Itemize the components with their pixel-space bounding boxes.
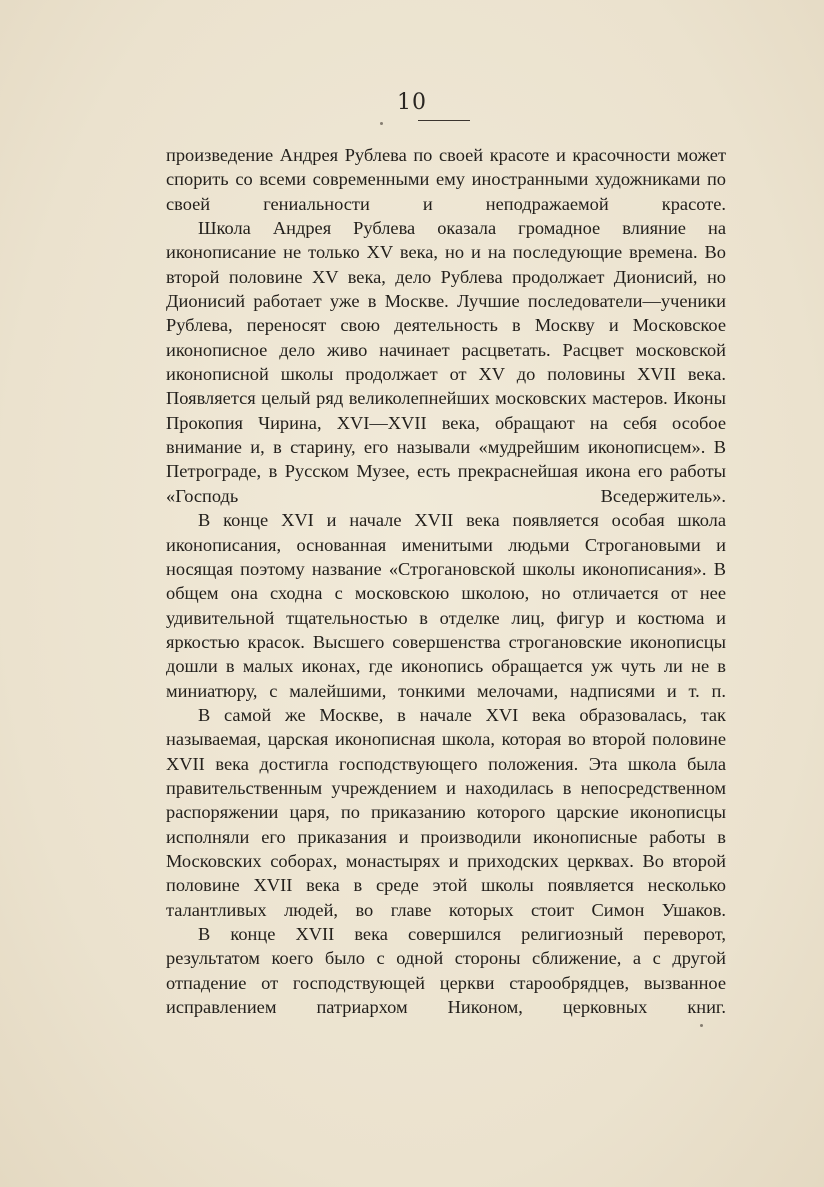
page-number: 10 bbox=[397, 90, 427, 115]
paragraph-5: В конце XVII века совершился религиозный переворот, результатом коего было с одной стороны сближение, а с другой отпадение от господствующей церкви старообрядцев, вызванное исправлением патриархом Никоном, церковных книг. bbox=[166, 924, 726, 1018]
header-rule bbox=[418, 120, 470, 121]
paragraph-4: В самой же Москве, в начале XVI века образовалась, так называемая, царская иконописная школа, которая во второй половине XVII века достигла господствующего положения. Эта школа была правительственным учреждением и находилась в непосредственном распоряжении царя, по приказанию которого царские иконописцы исполняли его приказания и производили иконописные работы в Московских соборах, монастырях и приходских церквах. Во второй половине XVII века в среде этой школы появляется несколько талантливых людей, во главе которых стоит Симон Ушаков. bbox=[166, 704, 726, 920]
print-speck bbox=[700, 1024, 703, 1027]
body-text bbox=[166, 143, 726, 1019]
paragraph-3: В конце XVI и начале XVII века появляется особая школа иконописания, основанная именитыми людьми Строгановыми и носящая поэтому название «Строгановской школы иконописания». В общем она сходна с московскою школою, но отличается от нее удивительной тщательностью в отделке лиц, фигур и костюма и яркостью красок. Высшего совершенства строгановские иконописцы дошли в малых иконах, где иконопись обращается уж чуть ли не в миниатюру, с малейшими, тонкими мелочами, надписями и т. п. bbox=[166, 510, 726, 701]
paragraph-1: произведение Андрея Рублева по своей красоте и красочности может спорить со всеми современными ему иностранными художниками по своей гениальности и неподражаемой красоте. bbox=[166, 145, 726, 214]
page-header bbox=[0, 90, 824, 115]
print-speck bbox=[380, 122, 383, 125]
paragraph-2: Школа Андрея Рублева оказала громадное влияние на иконописание не только XV века, но и на последующие времена. Во второй половине XV века, дело Рублева продолжает Дионисий, но Дионисий работает уже в Москве. Лучшие последователи—ученики Рублева, переносят свою деятельность в Москву и Московское иконописное дело живо начинает расцветать. Расцвет московской иконописной школы продолжает от XV до половины XVII века. Появляется целый ряд великолепнейших московских мастеров. Иконы Прокопия Чирина, XVI—XVII века, обращают на себя особое внимание и, в старину, его называли «мудрейшим иконописцем». В Петрограде, в Русском Музее, есть прекраснейшая икона его работы «Господь Вседержитель». bbox=[166, 218, 726, 506]
